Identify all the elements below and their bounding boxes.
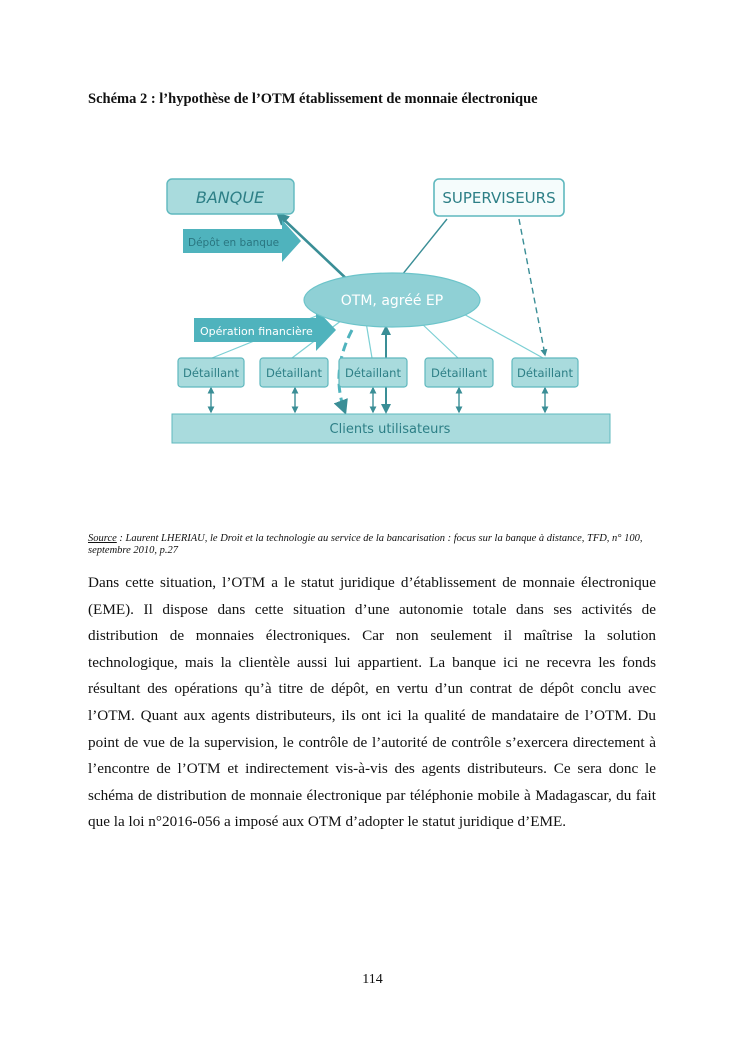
source-label: Source xyxy=(88,533,117,544)
bank-box xyxy=(167,179,294,214)
retailer-box xyxy=(178,358,244,387)
supervisors-label: SUPERVISEURS xyxy=(442,189,556,207)
retailer-box xyxy=(425,358,493,387)
otm-node xyxy=(304,273,480,327)
supervisors-box xyxy=(434,179,564,216)
clients-box xyxy=(172,414,610,443)
page-number: 114 xyxy=(362,972,383,987)
bank-label: BANQUE xyxy=(195,188,265,207)
financial-operation-arrow xyxy=(194,309,336,351)
supervisors-to-retailer-dashed-arrow xyxy=(519,219,545,355)
retailer-box xyxy=(260,358,328,387)
source-text: : Laurent LHERIAU, le Droit et la technologie au service de la bancarisation : focus sur la banque à distance, TFD, n° 100, septembre 2010, p.27 xyxy=(88,533,643,556)
retailer-box xyxy=(512,358,578,387)
deposit-arrow xyxy=(183,220,301,262)
financial-operation-arrow-label: Opération financière xyxy=(200,325,313,338)
clients-label: Clients utilisateurs xyxy=(329,422,451,437)
retailer-label: Détaillant xyxy=(345,366,401,380)
figure-heading: Schéma 2 : l’hypothèse de l’OTM établissement de monnaie électronique xyxy=(88,91,538,107)
retailer-label: Détaillant xyxy=(266,366,322,380)
retailer-box xyxy=(339,358,407,387)
otm-eme-diagram xyxy=(160,172,615,452)
retailer-label: Détaillant xyxy=(517,366,573,380)
retailer-label: Détaillant xyxy=(431,366,487,380)
deposit-arrow-label: Dépôt en banque xyxy=(188,237,280,249)
retailers-row xyxy=(178,358,578,387)
supervisors-to-otm-arrow xyxy=(398,219,447,280)
retailer-client-links xyxy=(211,388,545,412)
figure-source xyxy=(88,533,673,557)
otm-label: OTM, agréé EP xyxy=(340,293,444,309)
retailer-label: Détaillant xyxy=(183,366,239,380)
body-paragraph: Dans cette situation, l’OTM a le statut juridique d’établissement de monnaie électronique (EME). Il dispose dans cette situation d’une autonomie totale dans ses activités de distribution de monnaies électroniques. Car non seulement il maîtrise la solution technologique, mais la clientèle aussi lui appartient. La banque ici ne recevra les fonds résultant des opérations qu’à titre de dépôt, en vertu d’un contrat de dépôt conclu avec l’OTM. Quant aux agents distributeurs, ils ont ici la qualité de mandataire de l’OTM. Du point de vue de la supervision, le contrôle de l’autorité de contrôle s’exercera directement à l’encontre de l’OTM et indirectement vis-à-vis des agents distributeurs. Ce sera donc le schéma de distribution de monnaie électronique par téléphonie mobile à Madagascar, du fait que la loi n°2016-056 a imposé aux OTM d’adopter le statut juridique d’EME. xyxy=(88,574,656,831)
